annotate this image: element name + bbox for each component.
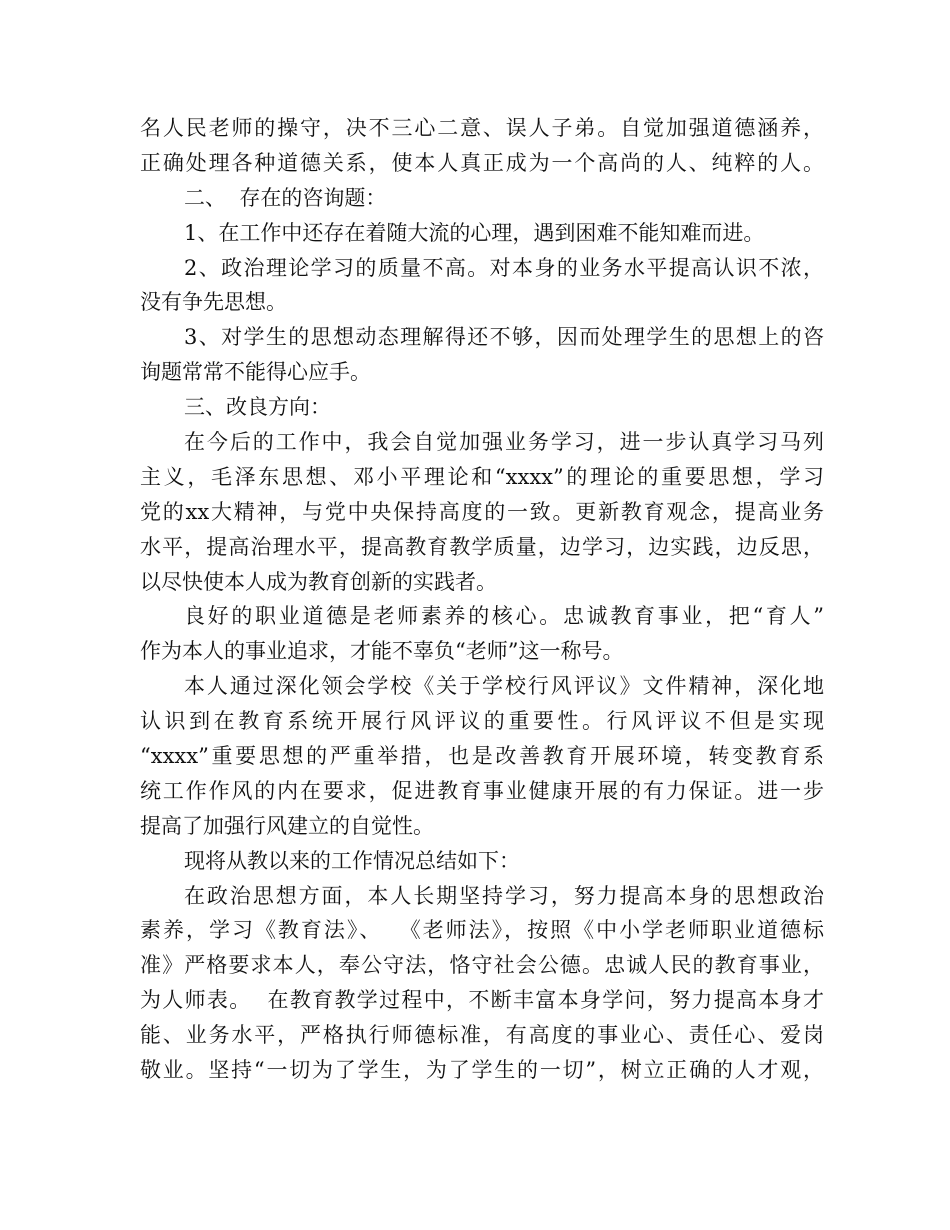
list-item: 3、对学生的思想动态理解得还不够，因而处理学生的思想上的咨 xyxy=(184,325,824,350)
paragraph-start: 本人通过深化领会学校《关于学校行风评议》文件精神，深化地 xyxy=(184,674,824,699)
text-line: 党的xx大精神，与党中央保持高度的一致。更新教育观念，提高业务 xyxy=(140,499,824,524)
section-heading: 三、改良方向： xyxy=(184,395,331,420)
paragraph-start: 在政治思想方面，本人长期坚持学习，努力提高本身的思想政治 xyxy=(184,883,824,908)
list-item: 1、在工作中还存在着随大流的心理，遇到困难不能知难而进。 xyxy=(184,220,765,245)
text-line: 认识到在教育系统开展行风评议的重要性。行风评议不但是实现 xyxy=(140,709,824,734)
text-line: 主义，毛泽东思想、邓小平理论和“xxxx”的理论的重要思想，学习 xyxy=(140,464,824,489)
paragraph-start: 在今后的工作中，我会自觉加强业务学习，进一步认真学习马列 xyxy=(184,430,824,455)
text-line: 准》严格要求本人，奉公守法，恪守社会公德。忠诚人民的教育事业， xyxy=(140,953,824,978)
document-page xyxy=(140,111,824,1088)
text-line: 询题常常不能得心应手。 xyxy=(140,360,371,385)
text-line: 水平，提高治理水平，提高教育教学质量，边学习，边实践，边反思， xyxy=(140,534,824,559)
text-line: 作为本人的事业追求，才能不辜负“老师”这一称号。 xyxy=(140,639,624,664)
text-line: 提高了加强行风建立的自觉性。 xyxy=(140,813,434,838)
paragraph-start: 良好的职业道德是老师素养的核心。忠诚教育事业，把“育人” xyxy=(184,604,824,629)
list-item: 2、政治理论学习的质量不高。对本身的业务水平提高认识不浓， xyxy=(184,255,824,280)
text-line: 能、业务水平，严格执行师德标准，有高度的事业心、责任心、爱岗 xyxy=(140,1023,824,1048)
text-line: 为人师表。 在教育教学过程中，不断丰富本身学问，努力提高本身才 xyxy=(140,988,824,1013)
text-line: 素养，学习《教育法》、 《老师法》，按照《中小学老师职业道德标 xyxy=(140,918,824,943)
text-line: 以尽快使本人成为教育创新的实践者。 xyxy=(140,569,497,594)
text-line: 名人民老师的操守，决不三心二意、误人子弟。自觉加强道德涵养， xyxy=(140,116,824,140)
text-line: “xxxx”重要思想的严重举措，也是改善教育开展环境，转变教育系 xyxy=(140,744,824,769)
text-line: 敬业。坚持“一切为了学生，为了学生的一切”，树立正确的人才观， xyxy=(140,1058,824,1083)
text-line: 统工作作风的内在要求，促进教育事业健康开展的有力保证。进一步 xyxy=(140,778,824,803)
text-line: 没有争先思想。 xyxy=(140,290,287,315)
text-line: 正确处理各种道德关系，使本人真正成为一个高尚的人、纯粹的人。 xyxy=(140,150,824,175)
paragraph-start: 现将从教以来的工作情况总结如下： xyxy=(184,848,520,873)
section-heading: 二、 存在的咨询题： xyxy=(184,185,387,210)
